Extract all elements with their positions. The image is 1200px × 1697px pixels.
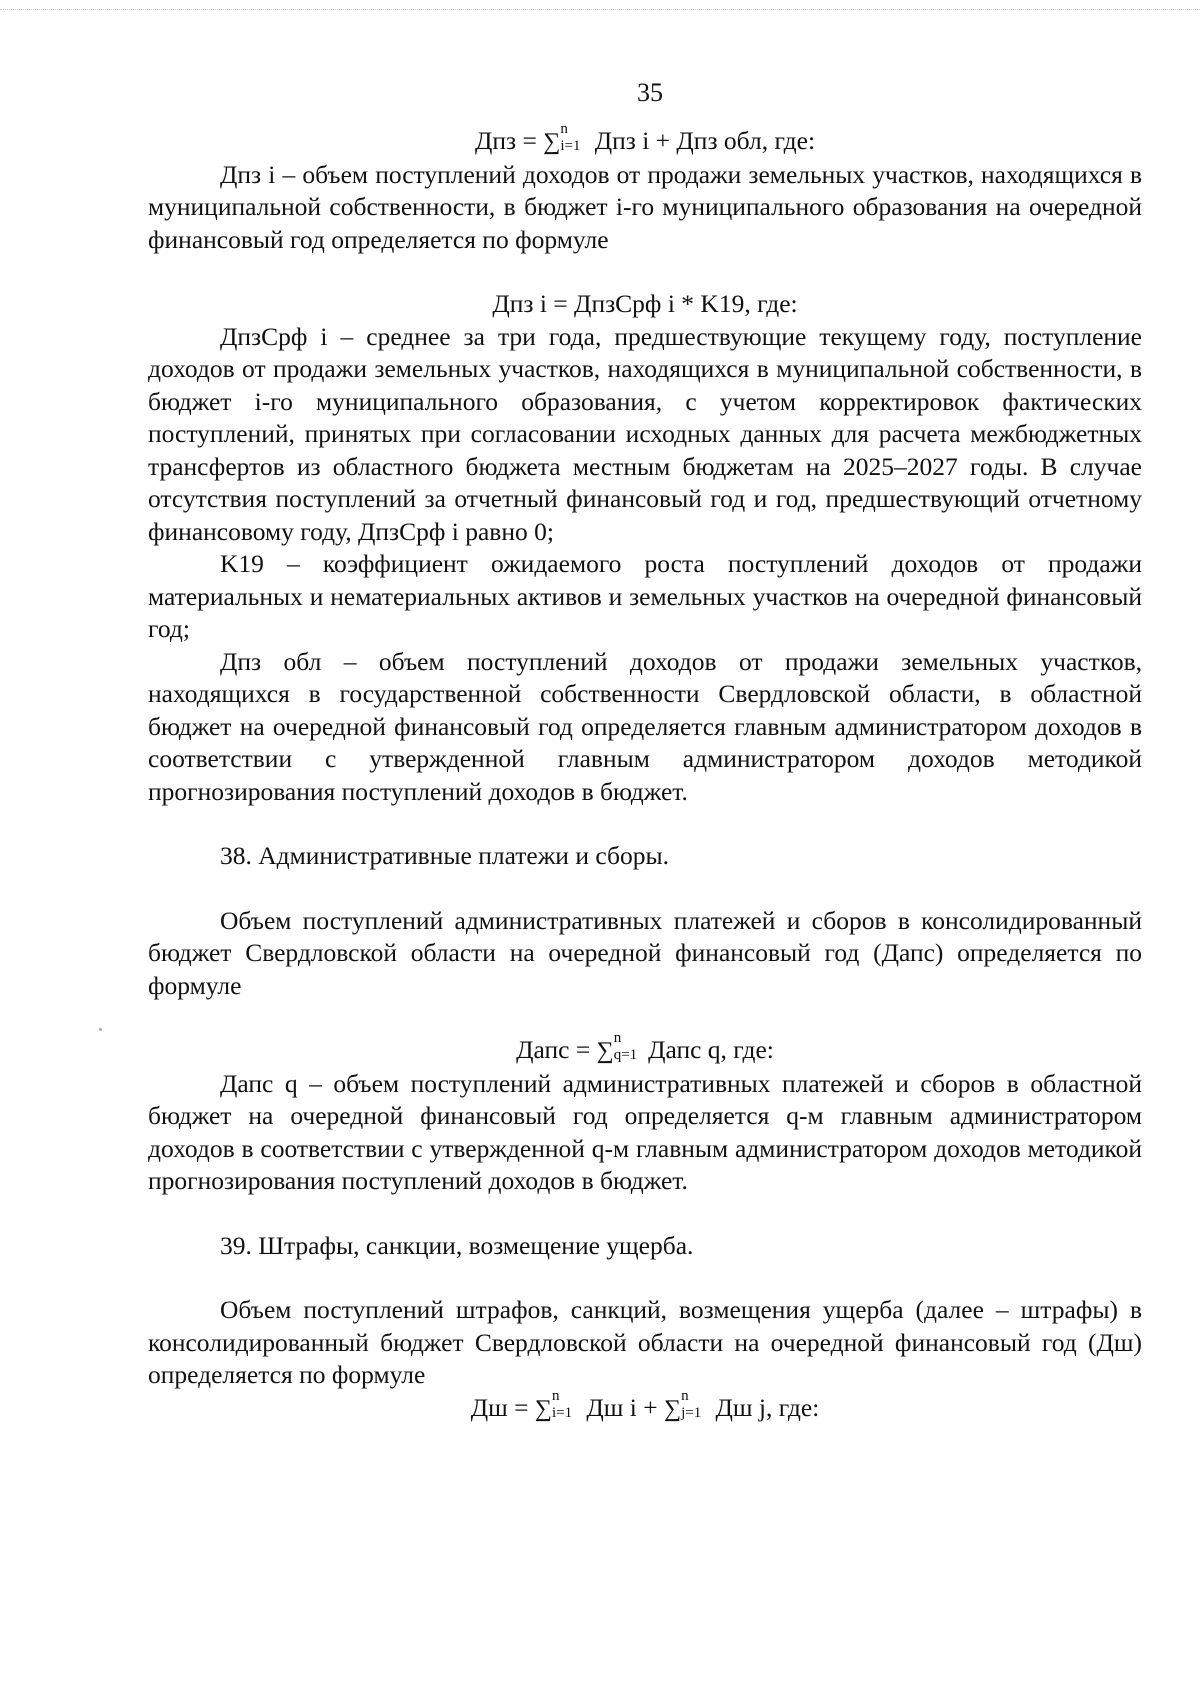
scan-speck	[99, 1028, 102, 1031]
document-body	[148, 121, 1142, 1425]
scan-top-edge	[0, 9, 1200, 10]
sum-symbol: ∑	[663, 1395, 682, 1422]
section-heading-38: 38. Административные платежи и сборы.	[220, 841, 669, 870]
formula-dpz: Дпз = ∑ n i=1 Дпз i + Дпз обл, где:	[474, 121, 816, 155]
paragraph-dsh: Объем поступлений штрафов, санкций, возмещения ущерба (далее – штрафы) в консолидированный бюджет Свердловской области на очередной финансовый год (Дш) определяется по формуле	[148, 1295, 1142, 1389]
sum-limits: n q=1	[613, 1030, 638, 1063]
sum-symbol: ∑	[543, 129, 561, 155]
sum-symbol: ∑	[534, 1395, 552, 1422]
paragraph-dpz-obl: Дпз обл – объем поступлений доходов от продажи земельных участков, находящихся в государственной собственности Свердловской области, в областной бюджет на очередной финансовый год определяется главным администратором доходов в соответствии с утвержденной главным администратором доходов методикой прогнозирования поступлений доходов в бюджет.	[148, 646, 1142, 806]
formula-dpz-i: Дпз i = ДпзСрф i * K19, где:	[492, 289, 798, 318]
sum-limits: n i=1	[560, 121, 581, 154]
sum-limits: n j=1	[681, 1387, 702, 1421]
sum-limits: n i=1	[551, 1387, 573, 1421]
formula-daps: Дапс = ∑ n q=1 Дапс q, где:	[516, 1030, 774, 1064]
formula-dsh: Дш = ∑ n i=1 Дш i + ∑ n j=1 Дш j, где:	[470, 1387, 820, 1422]
paragraph-daps-q: Дапс q – объем поступлений административных платежей и сборов в областной бюджет на очередной финансовый год определяется q-м главным администратором доходов в соответствии с утвержденной q-м главным администратором доходов методикой прогнозирования поступлений доходов в бюджет.	[148, 1068, 1142, 1195]
page-number: 35	[637, 78, 663, 107]
paragraph-k19: K19 – коэффициент ожидаемого роста поступлений доходов от продажи материальных и нематериальных активов и земельных участков на очередной финансовый год;	[148, 549, 1142, 643]
paragraph-dpzsrf: ДпзСрф i – среднее за три года, предшествующие текущему году, поступление доходов от продажи земельных участков, находящихся в муниципальной собственности, в бюджет i-го муниципального образования, с учетом корректировок фактических поступлений, принятых при согласовании исходных данных для расчета межбюджетных трансфертов из областного бюджета местным бюджетам на 2025–2027 годы. В случае отсутствия поступлений за отчетный финансовый год и год, предшествующий отчетному финансовому году, ДпзСрф i равно 0;	[148, 321, 1142, 546]
paragraph-daps: Объем поступлений административных платежей и сборов в консолидированный бюджет Свердловской области на очередной финансовый год (Дапс) определяется по формуле	[148, 905, 1142, 1000]
sum-symbol: ∑	[596, 1038, 614, 1064]
section-heading-39: 39. Штрафы, санкции, возмещение ущерба.	[220, 1230, 694, 1260]
paragraph-dpz-i: Дпз i – объем поступлений доходов от продажи земельных участков, находящихся в муниципальной собственности, в бюджет i-го муниципального образования на очередной финансовый год определяется по формуле	[148, 159, 1142, 254]
